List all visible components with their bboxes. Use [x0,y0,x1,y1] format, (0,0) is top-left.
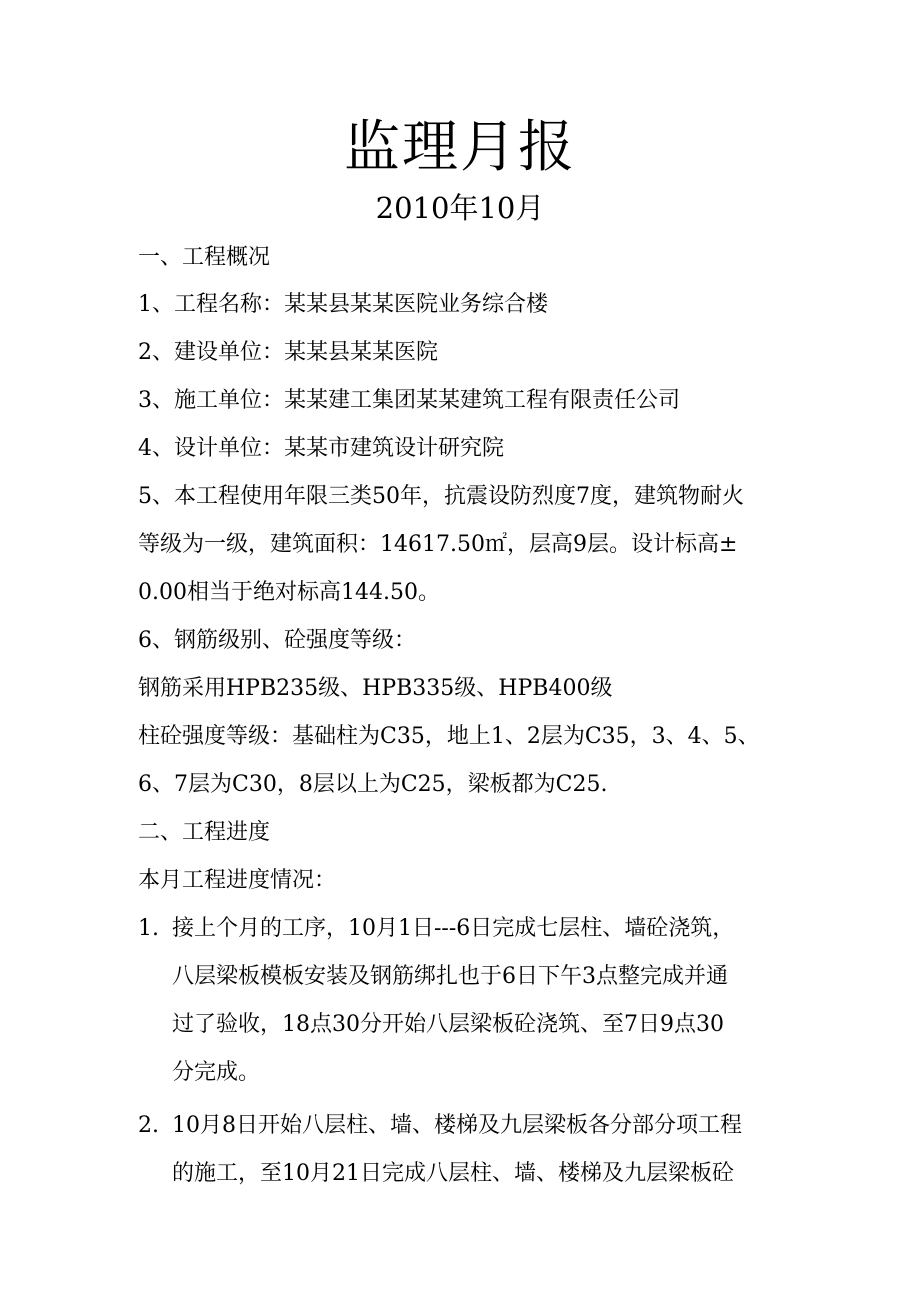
item-number: 1. [138,916,159,941]
section-heading-progress: 二、工程进度 [138,820,271,845]
spec-line-2: 等级为一级，建筑面积：14617.50㎡，层高9层。设计标高± [138,532,738,557]
item-text [172,1106,788,1202]
item-number: 2. [138,1113,159,1138]
item-text [172,909,788,1101]
section-heading-overview: 一、工程概况 [138,245,271,270]
project-name-line: 1、工程名称：某某县某某医院业务综合楼 [138,292,548,317]
concrete-grade-line-2: 6、7层为C30，8层以上为C25，梁板都为C25. [138,772,608,797]
rebar-heading-line: 6、钢筋级别、砼强度等级： [138,628,416,653]
designer-line: 4、设计单位：某某市建筑设计研究院 [138,436,504,461]
item-line: 接上个月的工序，10月1日---6日完成七层柱、墙砼浇筑， [172,916,735,941]
spec-line-3: 0.00相当于绝对标高144.50。 [138,580,440,605]
item-line: 分完成。 [172,1060,261,1085]
progress-intro-line: 本月工程进度情况： [138,868,337,893]
report-date: 2010年10月 [375,191,545,225]
item-line: 10月8日开始八层柱、墙、楼梯及九层梁板各分部分项工程 [172,1113,742,1138]
report-title: 监理月报 [344,115,576,180]
item-line: 过了验收，18点30分开始八层梁板砼浇筑、至7日9点30 [172,1012,724,1037]
rebar-grade-line: 钢筋采用HPB235级、HPB335级、HPB400级 [138,676,613,701]
client-line: 2、建设单位：某某县某某医院 [138,340,438,365]
contractor-line: 3、施工单位：某某建工集团某某建筑工程有限责任公司 [138,388,680,413]
item-line: 的施工，至10月21日完成八层柱、墙、楼梯及九层梁板砼 [172,1161,734,1186]
concrete-grade-line-1: 柱砼强度等级：基础柱为C35，地上1、2层为C35，3、4、5、 [138,724,760,749]
item-line: 八层梁板模板安装及钢筋绑扎也于6日下午3点整完成并通 [172,964,728,989]
spec-line-1: 5、本工程使用年限三类50年，抗震设防烈度7度，建筑物耐火 [138,484,744,509]
